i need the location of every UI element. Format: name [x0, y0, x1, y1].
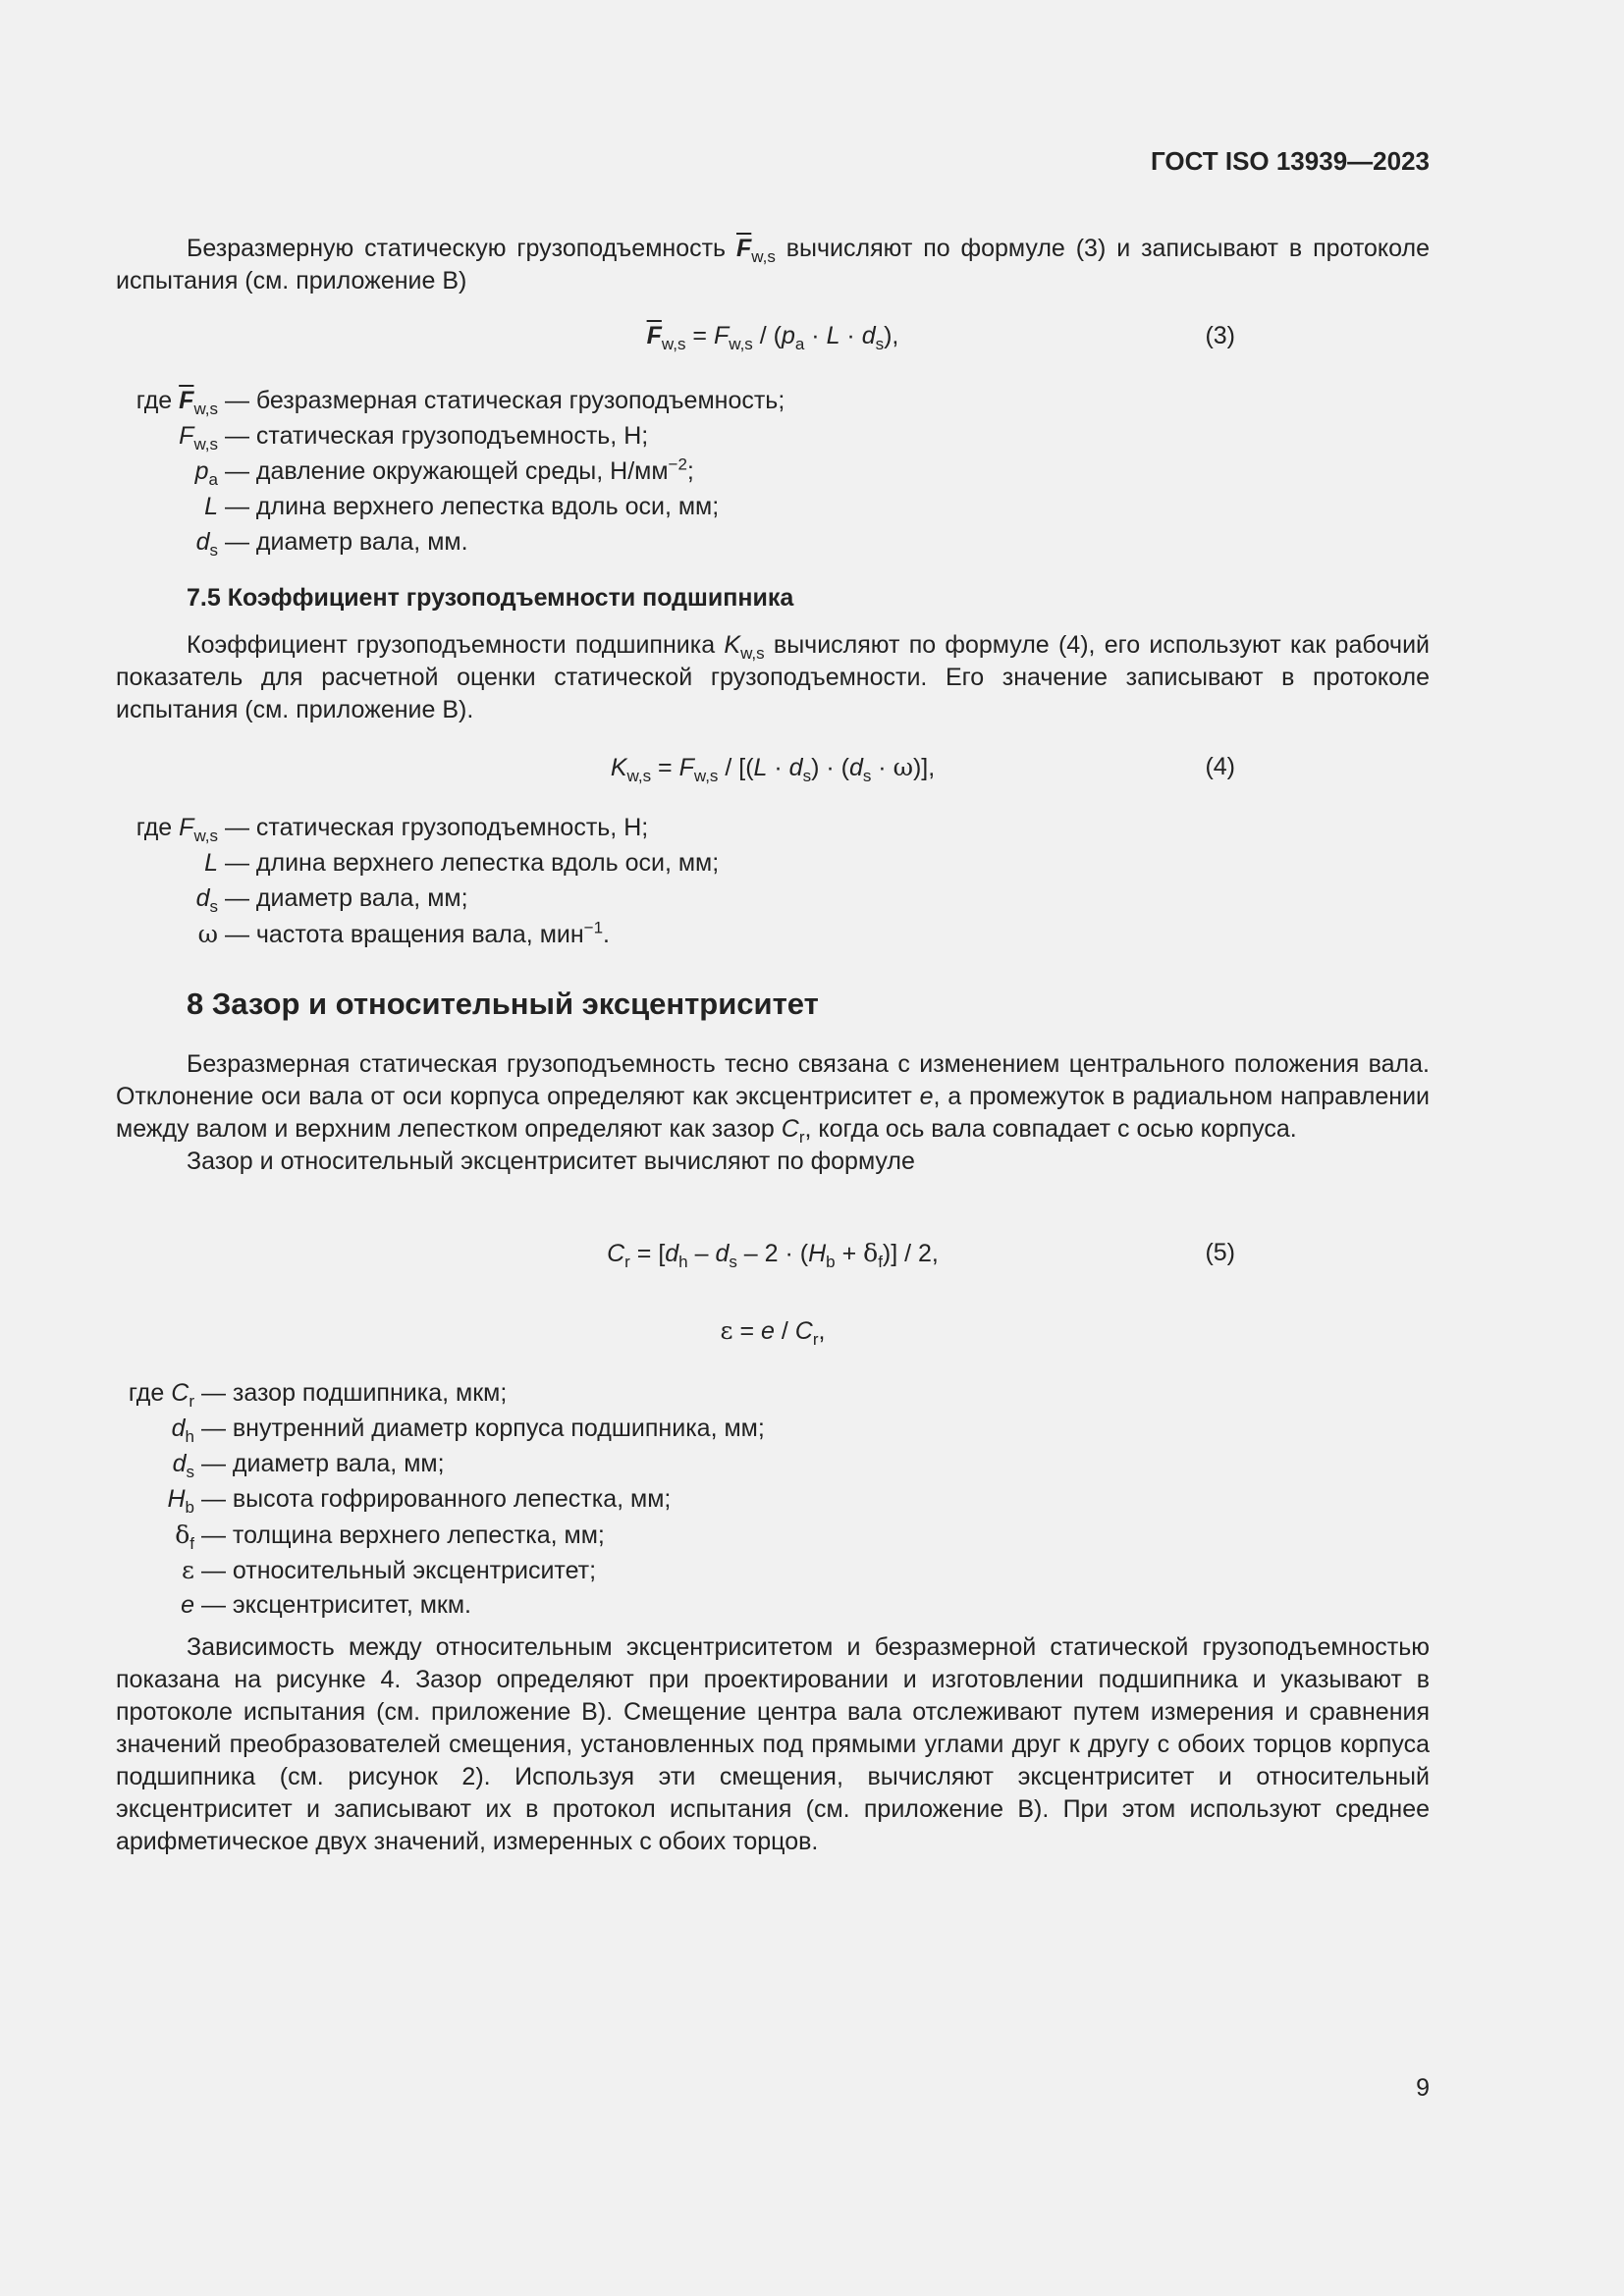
- definition-row: $H_b$ — высота гофрированного лепестка, мм;: [167, 1485, 672, 1517]
- definitions-list-3: [116, 1377, 765, 1625]
- paragraph-2: Коэффициент грузоподъемности подшипника $K_{w,s}$ вычисляют по формуле (4), его используют как рабочий показатель для расчетной оценки статической грузоподъемности. Его значение записывают в протоколе испытания (см. приложение В).: [116, 631, 1430, 723]
- definition-row: e — эксцентриситет, мкм.: [181, 1591, 471, 1619]
- definition-row: где $C_r$ — зазор подшипника, мкм;: [128, 1379, 508, 1411]
- equation-number-5: (5): [1205, 1239, 1235, 1266]
- formula-3: $\overline{F}_{w,s} = F_{w,s} / (p_a \cdot L \cdot d_s)$, (3): [646, 322, 1235, 353]
- paragraph-1: Безразмерную статическую грузоподъемность $\overline{F}_{w,s}$ вычисляют по формуле (3) и записывают в протоколе испытания (см. приложение В): [116, 235, 1430, 294]
- formula-4: $K_{w,s} = F_{w,s} / [(L \cdot d_s) \cdot (d_s \cdot \omega)]$, (4): [610, 753, 1235, 785]
- definitions-list-1: [116, 385, 785, 561]
- definition-row: где $F_{w,s}$ — статическая грузоподъемность, Н;: [135, 814, 649, 845]
- definition-row: ω — частота вращения вала, мин$^{-1}$.: [197, 918, 610, 948]
- definition-row: $d_s$ — диаметр вала, мм;: [172, 1450, 445, 1481]
- document-header: ГОСТ ISO 13939—2023: [1150, 146, 1430, 176]
- definition-row: где $\overline{F}_{w,s}$ — безразмерная статическая грузоподъемность;: [135, 387, 785, 418]
- formula-5b: $\varepsilon = e / C_r$,: [720, 1316, 826, 1349]
- equation-number-3: (3): [1205, 322, 1235, 349]
- definition-row: ε — относительный эксцентриситет;: [182, 1556, 597, 1584]
- formula-5: $C_r = [d_h - d_s - 2 \cdot (H_b + \delta_f)] / 2$, (5): [607, 1239, 1235, 1271]
- definition-row: $p_a$ — давление окружающей среды, $Н/мм^{-2}$;: [194, 454, 694, 489]
- definition-row: L — длина верхнего лепестка вдоль оси, мм;: [204, 849, 720, 877]
- subsection-heading-7-5: 7.5 Коэффициент грузоподъемности подшипника: [187, 584, 794, 612]
- section-heading-8: 8 Зазор и относительный эксцентриситет: [187, 987, 819, 1021]
- paragraph-4: Зазор и относительный эксцентриситет вычисляют по формуле: [187, 1148, 915, 1175]
- equation-number-4: (4): [1205, 753, 1235, 780]
- paragraph-5: Зависимость между относительным эксцентриситетом и безразмерной статической грузоподъемностью показана на рисунке 4. Зазор определяют при проектировании и изготовлении подшипника и указывают в протоколе испытания (см. приложение В). Смещение центра вала отслеживают путем измерения и сравнения значений преобразователей смещения, установленных под прямыми углами друг к другу с обоих торцов корпуса подшипника (см. рисунок 2). Используя эти смещения, вычисляют эксцентриситет и относительный эксцентриситет и записывают их в протокол испытания (см. приложение В). При этом используют среднее арифметическое двух значений, измеренных с обоих торцов.: [116, 1633, 1430, 1855]
- definition-row: L — длина верхнего лепестка вдоль оси, мм;: [204, 493, 720, 520]
- definition-row: $F_{w,s}$ — статическая грузоподъемность, Н;: [179, 422, 649, 454]
- definition-row: $d_h$ — внутренний диаметр корпуса подшипника, мм;: [171, 1415, 765, 1446]
- page-number: 9: [1416, 2074, 1430, 2102]
- definition-row: $d_s$ — диаметр вала, мм;: [195, 884, 468, 916]
- definition-row: $\delta_f$ — толщина верхнего лепестка, мм;: [175, 1521, 605, 1553]
- definition-row: $d_s$ — диаметр вала, мм.: [195, 528, 468, 560]
- definitions-list-2: [116, 812, 719, 953]
- paragraph-3: Безразмерная статическая грузоподъемность тесно связана с изменением центрального положения вала. Отклонение оси вала от оси корпуса определяют как эксцентриситет e, а промежуток в радиальном направлении между валом и верхним лепестком определяют как зазор $C_r$, когда ось вала совпадает с осью корпуса. Зазор и относительный эксцентриситет вычисляют по формуле: [116, 1048, 1430, 1178]
